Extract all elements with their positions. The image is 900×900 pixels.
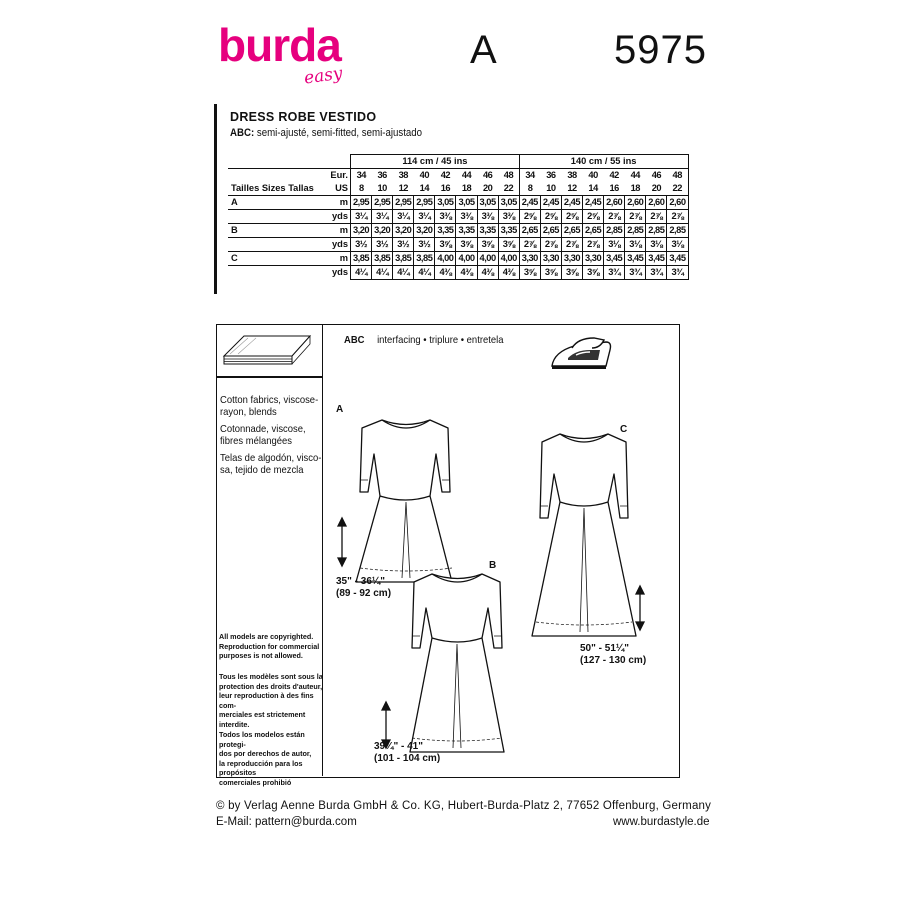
unit-label: yds bbox=[320, 210, 351, 224]
blank-cell bbox=[228, 155, 320, 169]
yardage-value: 3⅛ bbox=[604, 238, 625, 252]
yardage-value: 4¼ bbox=[414, 266, 435, 280]
eur-label: Eur. bbox=[320, 169, 351, 183]
yardage-value: 2,95 bbox=[372, 196, 393, 210]
yardage-value: 3,05 bbox=[435, 196, 456, 210]
dress-a-sketch bbox=[356, 420, 452, 582]
yardage-value: 2,60 bbox=[646, 196, 667, 210]
yardage-value: 2⅞ bbox=[583, 238, 604, 252]
blank-cell bbox=[228, 238, 320, 252]
yardage-value: 2,95 bbox=[414, 196, 435, 210]
yardage-value: 4¼ bbox=[372, 266, 393, 280]
yardage-row bbox=[228, 210, 688, 224]
yardage-value: 3,45 bbox=[604, 252, 625, 266]
us-label: US bbox=[335, 183, 348, 193]
yardage-value: 3⅜ bbox=[435, 210, 456, 224]
us-size: 22 bbox=[667, 182, 688, 196]
brand-name: burda bbox=[218, 19, 341, 71]
yardage-value: 3⅛ bbox=[667, 238, 688, 252]
dress-b-sketch bbox=[410, 574, 504, 752]
unit-label: yds bbox=[320, 238, 351, 252]
yardage-value: 3½ bbox=[351, 238, 372, 252]
yardage-value: 3,05 bbox=[498, 196, 519, 210]
yardage-row bbox=[228, 224, 688, 238]
yardage-value: 3,30 bbox=[583, 252, 604, 266]
iron-icon bbox=[548, 336, 618, 372]
yardage-value: 2,65 bbox=[561, 224, 582, 238]
yardage-value: 3½ bbox=[393, 238, 414, 252]
yardage-value: 2⅝ bbox=[561, 210, 582, 224]
yardage-row bbox=[228, 266, 688, 280]
yardage-value: 3,05 bbox=[477, 196, 498, 210]
yardage-value: 3,35 bbox=[435, 224, 456, 238]
view-row-label: A bbox=[228, 196, 320, 210]
yardage-value: 4⅜ bbox=[477, 266, 498, 280]
yardage-value: 3,35 bbox=[477, 224, 498, 238]
yardage-value: 3⅝ bbox=[583, 266, 604, 280]
yardage-value: 3¾ bbox=[667, 266, 688, 280]
blank-cell bbox=[228, 210, 320, 224]
garment-title: DRESS ROBE VESTIDO bbox=[230, 110, 377, 124]
yardage-table bbox=[228, 154, 689, 280]
yardage-value: 3¾ bbox=[625, 266, 646, 280]
us-size: 14 bbox=[419, 183, 429, 193]
eur-size-row bbox=[228, 169, 688, 183]
view-b-measure-in: 39¾" - 41" bbox=[374, 741, 423, 752]
fit-line bbox=[230, 127, 422, 139]
view-a-measure-in: 35" - 36¼" bbox=[336, 576, 385, 587]
yardage-value: 3⅝ bbox=[435, 238, 456, 252]
yardage-value: 4⅜ bbox=[435, 266, 456, 280]
yardage-row bbox=[228, 196, 688, 210]
yardage-value: 3⅜ bbox=[477, 210, 498, 224]
yardage-value: 3⅝ bbox=[561, 266, 582, 280]
yardage-value: 3½ bbox=[372, 238, 393, 252]
view-c-label: C bbox=[620, 424, 628, 435]
section-bar bbox=[214, 104, 217, 294]
interfacing-views: ABC bbox=[344, 334, 365, 346]
yardage-value: 3⅝ bbox=[519, 266, 540, 280]
yardage-value: 3,45 bbox=[646, 252, 667, 266]
blank-cell bbox=[320, 155, 351, 169]
eur-size: 46 bbox=[651, 170, 662, 180]
yardage-value: 3⅛ bbox=[625, 238, 646, 252]
yardage-value: 4⅜ bbox=[456, 266, 477, 280]
yardage-value: 3⅛ bbox=[646, 238, 667, 252]
yardage-value: 3,20 bbox=[372, 224, 393, 238]
yardage-row bbox=[228, 238, 688, 252]
blank-cell bbox=[228, 266, 320, 280]
view-b-label: B bbox=[489, 560, 497, 571]
yardage-value: 2⅞ bbox=[667, 210, 688, 224]
us-size: 20 bbox=[651, 183, 662, 193]
eur-size: 38 bbox=[398, 170, 408, 180]
footer-email[interactable]: E-Mail: pattern@burda.com bbox=[216, 816, 357, 828]
eur-size: 34 bbox=[351, 169, 372, 183]
yardage-value: 3,85 bbox=[393, 252, 414, 266]
yardage-value: 3,05 bbox=[456, 196, 477, 210]
eur-size: 42 bbox=[440, 170, 451, 180]
yardage-value: 3,30 bbox=[519, 252, 540, 266]
yardage-value: 2⅞ bbox=[540, 238, 561, 252]
yardage-value: 3,20 bbox=[393, 224, 414, 238]
yardage-value: 4,00 bbox=[435, 252, 456, 266]
yardage-value: 3⅝ bbox=[456, 238, 477, 252]
yardage-value: 2,85 bbox=[667, 224, 688, 238]
footer-website[interactable]: www.burdastyle.de bbox=[613, 816, 710, 828]
width-header-114: 114 cm / 45 ins bbox=[351, 155, 520, 169]
view-a-label: A bbox=[336, 404, 344, 415]
yardage-value: 2,95 bbox=[393, 196, 414, 210]
yardage-value: 2,45 bbox=[519, 196, 540, 210]
eur-size: 40 bbox=[419, 170, 429, 180]
eur-size: 34 bbox=[519, 169, 540, 183]
yardage-value: 4,00 bbox=[498, 252, 519, 266]
yardage-value: 2⅞ bbox=[625, 210, 646, 224]
yardage-value: 3¼ bbox=[393, 210, 414, 224]
yardage-value: 2⅞ bbox=[604, 210, 625, 224]
yardage-value: 2,65 bbox=[540, 224, 561, 238]
yardage-value: 3,45 bbox=[625, 252, 646, 266]
yardage-value: 3¼ bbox=[351, 210, 372, 224]
yardage-value: 3,85 bbox=[351, 252, 372, 266]
us-size: 8 bbox=[351, 182, 372, 196]
yardage-value: 2⅞ bbox=[561, 238, 582, 252]
us-size: 20 bbox=[482, 183, 493, 193]
yardage-value: 3,35 bbox=[456, 224, 477, 238]
yardage-value: 3,20 bbox=[414, 224, 435, 238]
yardage-value: 3,35 bbox=[498, 224, 519, 238]
eur-size: 36 bbox=[377, 170, 387, 180]
eur-size: 44 bbox=[630, 170, 640, 180]
unit-label: yds bbox=[320, 266, 351, 280]
yardage-value: 4,00 bbox=[456, 252, 477, 266]
yardage-value: 2,60 bbox=[604, 196, 625, 210]
yardage-value: 3¼ bbox=[414, 210, 435, 224]
view-row-label: B bbox=[228, 224, 320, 238]
us-size-row bbox=[228, 182, 688, 196]
yardage-value: 2,45 bbox=[583, 196, 604, 210]
us-size: 14 bbox=[588, 183, 598, 193]
yardage-value: 3⅝ bbox=[540, 266, 561, 280]
yardage-value: 3,30 bbox=[561, 252, 582, 266]
view-a-measure bbox=[336, 576, 391, 600]
us-size: 8 bbox=[519, 182, 540, 196]
interfacing-text: interfacing • triplure • entretela bbox=[377, 334, 504, 346]
pattern-number: 5975 bbox=[614, 28, 707, 72]
fabric-text-fr: Cotonnade, viscose, fibres mélangées bbox=[220, 423, 306, 447]
eur-size: 48 bbox=[503, 170, 514, 180]
yardage-value: 3,45 bbox=[667, 252, 688, 266]
eur-size: 46 bbox=[482, 170, 493, 180]
yardage-value: 4⅜ bbox=[498, 266, 519, 280]
us-size: 22 bbox=[503, 183, 514, 193]
us-size: 10 bbox=[377, 183, 387, 193]
burda-logo bbox=[218, 19, 368, 92]
legal-text-es: Todos los modelos están protegi- dos por derechos de autor, la reproducción para los propósitos comerciales prohibió bbox=[219, 730, 312, 787]
eur-size: 42 bbox=[609, 170, 619, 180]
us-size: 18 bbox=[461, 183, 472, 193]
dress-c-sketch bbox=[532, 434, 636, 636]
yardage-value: 3,20 bbox=[351, 224, 372, 238]
yardage-value: 2,85 bbox=[604, 224, 625, 238]
yardage-value: 4¼ bbox=[393, 266, 414, 280]
yardage-value: 2⅝ bbox=[519, 210, 540, 224]
view-b-measure bbox=[374, 741, 440, 765]
yardage-value: 2,95 bbox=[351, 196, 372, 210]
yardage-value: 2,45 bbox=[561, 196, 582, 210]
view-b-measure-cm: (101 - 104 cm) bbox=[374, 753, 441, 764]
brand-sub: easy bbox=[302, 63, 344, 89]
yardage-value: 2⅞ bbox=[519, 238, 540, 252]
eur-size: 48 bbox=[667, 169, 688, 183]
us-size: 10 bbox=[546, 183, 556, 193]
yardage-value: 4¼ bbox=[351, 266, 372, 280]
view-c-measure-in: 50" - 51¼" bbox=[580, 643, 629, 654]
yardage-value: 2,65 bbox=[583, 224, 604, 238]
yardage-value: 3¾ bbox=[604, 266, 625, 280]
us-size: 12 bbox=[398, 183, 408, 193]
interfacing-row bbox=[344, 334, 503, 346]
yardage-value: 2⅝ bbox=[583, 210, 604, 224]
unit-label: m bbox=[320, 252, 351, 266]
yardage-value: 2,85 bbox=[646, 224, 667, 238]
yardage-value: 3⅜ bbox=[456, 210, 477, 224]
yardage-value: 2⅞ bbox=[646, 210, 667, 224]
width-header-row bbox=[228, 155, 688, 169]
eur-size: 38 bbox=[567, 170, 577, 180]
yardage-value: 2,45 bbox=[540, 196, 561, 210]
fabric-text-en: Cotton fabrics, viscose- rayon, blends bbox=[220, 394, 319, 418]
yardage-value: 3⅜ bbox=[498, 210, 519, 224]
blank-cell bbox=[228, 169, 320, 183]
legal-text-en: All models are copyrighted. Reproduction for commercial purposes is not allowed. bbox=[219, 632, 320, 660]
yardage-value: 3½ bbox=[414, 238, 435, 252]
yardage-value: 2,65 bbox=[519, 224, 540, 238]
us-size: 16 bbox=[609, 183, 619, 193]
yardage-value: 3¼ bbox=[372, 210, 393, 224]
view-row-label: C bbox=[228, 252, 320, 266]
width-header-140: 140 cm / 55 ins bbox=[519, 155, 688, 169]
us-size: 18 bbox=[630, 183, 640, 193]
fabric-divider bbox=[216, 376, 322, 378]
yardage-value: 3⅝ bbox=[477, 238, 498, 252]
yardage-value: 2,60 bbox=[625, 196, 646, 210]
yardage-value: 2,85 bbox=[625, 224, 646, 238]
eur-size: 44 bbox=[461, 170, 472, 180]
yardage-value: 3,85 bbox=[414, 252, 435, 266]
yardage-value: 3¾ bbox=[646, 266, 667, 280]
yardage-value: 3⅝ bbox=[498, 238, 519, 252]
unit-label: m bbox=[320, 224, 351, 238]
us-size: 16 bbox=[440, 183, 451, 193]
yardage-value: 2,60 bbox=[667, 196, 688, 210]
fabric-bolt-icon bbox=[222, 332, 314, 372]
fabric-text-es: Telas de algodón, visco- sa, tejido de mezcla bbox=[220, 452, 322, 476]
view-a-measure-cm: (89 - 92 cm) bbox=[336, 588, 392, 599]
yardage-value: 3,30 bbox=[540, 252, 561, 266]
yardage-value: 3,85 bbox=[372, 252, 393, 266]
yardage-value: 4,00 bbox=[477, 252, 498, 266]
fit-views: ABC: bbox=[230, 127, 255, 139]
fit-text: semi-ajusté, semi-fitted, semi-ajustado bbox=[256, 127, 423, 139]
view-letter: A bbox=[470, 28, 497, 72]
eur-size: 40 bbox=[588, 170, 598, 180]
footer-copyright: © by Verlag Aenne Burda GmbH & Co. KG, Hubert-Burda-Platz 2, 77652 Offenburg, Germany bbox=[216, 800, 712, 812]
view-c-measure bbox=[580, 643, 646, 667]
sizes-label: Tailles Sizes Tallas bbox=[231, 183, 314, 193]
unit-label: m bbox=[320, 196, 351, 210]
view-c-measure-cm: (127 - 130 cm) bbox=[580, 655, 647, 666]
yardage-row bbox=[228, 252, 688, 266]
legal-text-fr: Tous les modèles sont sous la protection des droits d'auteur, leur reproduction à des fins com- merciales est strictement interdite. bbox=[219, 672, 323, 729]
yardage-value: 2⅝ bbox=[540, 210, 561, 224]
us-size: 12 bbox=[567, 183, 577, 193]
eur-size: 36 bbox=[546, 170, 556, 180]
